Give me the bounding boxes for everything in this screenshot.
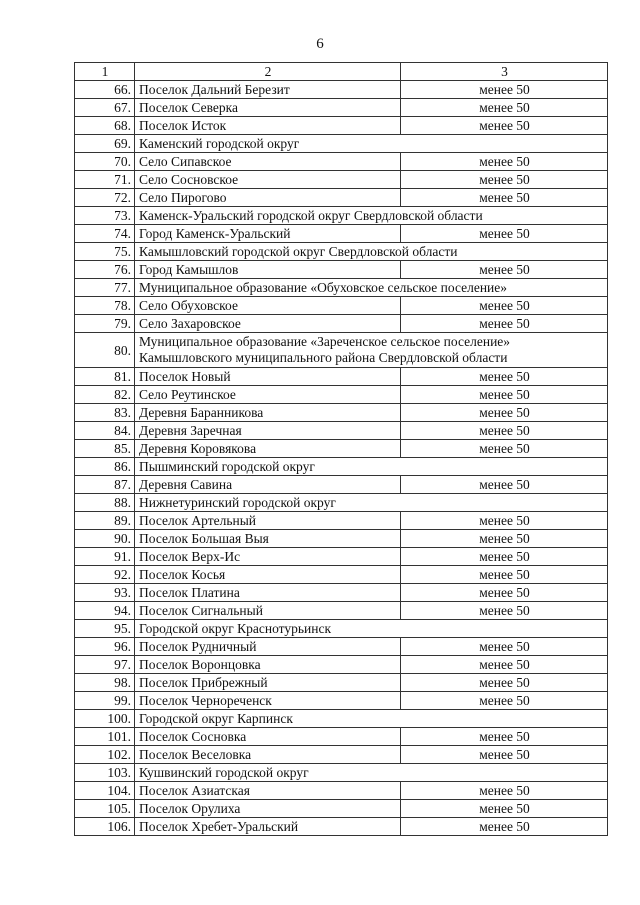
settlement-name: Поселок Веселовка bbox=[135, 746, 401, 764]
row-number: 80. bbox=[75, 333, 135, 368]
table-header-row bbox=[75, 63, 608, 81]
table-row bbox=[75, 620, 608, 638]
population-value: менее 50 bbox=[401, 315, 608, 333]
population-value: менее 50 bbox=[401, 368, 608, 386]
population-value: менее 50 bbox=[401, 782, 608, 800]
population-value: менее 50 bbox=[401, 386, 608, 404]
settlement-name: Поселок Хребет-Уральский bbox=[135, 818, 401, 836]
settlement-name: Село Пирогово bbox=[135, 189, 401, 207]
population-value: менее 50 bbox=[401, 297, 608, 315]
municipality-name: Камышловский городской округ Свердловской области bbox=[135, 243, 608, 261]
row-number: 90. bbox=[75, 530, 135, 548]
population-value: менее 50 bbox=[401, 656, 608, 674]
settlement-name: Село Сосновское bbox=[135, 171, 401, 189]
settlement-name: Поселок Косья bbox=[135, 566, 401, 584]
row-number: 87. bbox=[75, 476, 135, 494]
population-value: менее 50 bbox=[401, 530, 608, 548]
row-number: 68. bbox=[75, 117, 135, 135]
row-number: 78. bbox=[75, 297, 135, 315]
table-row bbox=[75, 81, 608, 99]
row-number: 85. bbox=[75, 440, 135, 458]
table-row bbox=[75, 386, 608, 404]
table-row bbox=[75, 440, 608, 458]
table-row bbox=[75, 764, 608, 782]
table-row bbox=[75, 746, 608, 764]
row-number: 79. bbox=[75, 315, 135, 333]
settlement-name: Поселок Артельный bbox=[135, 512, 401, 530]
row-number: 89. bbox=[75, 512, 135, 530]
settlement-name: Поселок Чернореченск bbox=[135, 692, 401, 710]
row-number: 70. bbox=[75, 153, 135, 171]
population-value: менее 50 bbox=[401, 746, 608, 764]
table-row bbox=[75, 656, 608, 674]
column-header-2: 2 bbox=[135, 63, 401, 81]
population-value: менее 50 bbox=[401, 800, 608, 818]
row-number: 67. bbox=[75, 99, 135, 117]
population-value: менее 50 bbox=[401, 99, 608, 117]
row-number: 69. bbox=[75, 135, 135, 153]
population-value: менее 50 bbox=[401, 171, 608, 189]
settlement-name: Деревня Заречная bbox=[135, 422, 401, 440]
row-number: 103. bbox=[75, 764, 135, 782]
row-number: 81. bbox=[75, 368, 135, 386]
population-value: менее 50 bbox=[401, 512, 608, 530]
population-value: менее 50 bbox=[401, 584, 608, 602]
population-value: менее 50 bbox=[401, 548, 608, 566]
table-row bbox=[75, 135, 608, 153]
settlement-name: Деревня Баранникова bbox=[135, 404, 401, 422]
settlement-name: Город Камышлов bbox=[135, 261, 401, 279]
table-row bbox=[75, 333, 608, 368]
settlement-name: Село Реутинское bbox=[135, 386, 401, 404]
settlement-name: Поселок Сигнальный bbox=[135, 602, 401, 620]
table-row bbox=[75, 404, 608, 422]
table-row bbox=[75, 494, 608, 512]
table-row bbox=[75, 782, 608, 800]
table-row bbox=[75, 368, 608, 386]
row-number: 91. bbox=[75, 548, 135, 566]
table-row bbox=[75, 315, 608, 333]
row-number: 101. bbox=[75, 728, 135, 746]
settlement-name: Поселок Сосновка bbox=[135, 728, 401, 746]
table-row bbox=[75, 800, 608, 818]
population-value: менее 50 bbox=[401, 81, 608, 99]
row-number: 105. bbox=[75, 800, 135, 818]
municipality-name: Кушвинский городской округ bbox=[135, 764, 608, 782]
table-row bbox=[75, 566, 608, 584]
row-number: 75. bbox=[75, 243, 135, 261]
settlement-name: Поселок Рудничный bbox=[135, 638, 401, 656]
row-number: 104. bbox=[75, 782, 135, 800]
population-value: менее 50 bbox=[401, 818, 608, 836]
row-number: 102. bbox=[75, 746, 135, 764]
population-value: менее 50 bbox=[401, 566, 608, 584]
municipality-name: Городской округ Карпинск bbox=[135, 710, 608, 728]
settlement-name: Поселок Верх-Ис bbox=[135, 548, 401, 566]
table-row bbox=[75, 153, 608, 171]
population-value: менее 50 bbox=[401, 225, 608, 243]
row-number: 98. bbox=[75, 674, 135, 692]
table-row bbox=[75, 189, 608, 207]
row-number: 94. bbox=[75, 602, 135, 620]
population-value: менее 50 bbox=[401, 117, 608, 135]
row-number: 76. bbox=[75, 261, 135, 279]
column-header-1: 1 bbox=[75, 63, 135, 81]
row-number: 73. bbox=[75, 207, 135, 225]
population-value: менее 50 bbox=[401, 692, 608, 710]
table-row bbox=[75, 261, 608, 279]
settlement-name: Город Каменск-Уральский bbox=[135, 225, 401, 243]
population-value: менее 50 bbox=[401, 440, 608, 458]
row-number: 84. bbox=[75, 422, 135, 440]
population-value: менее 50 bbox=[401, 728, 608, 746]
settlement-name: Поселок Исток bbox=[135, 117, 401, 135]
settlement-name: Поселок Большая Выя bbox=[135, 530, 401, 548]
population-value: менее 50 bbox=[401, 422, 608, 440]
row-number: 96. bbox=[75, 638, 135, 656]
settlement-name: Поселок Дальний Березит bbox=[135, 81, 401, 99]
row-number: 93. bbox=[75, 584, 135, 602]
column-header-3: 3 bbox=[401, 63, 608, 81]
settlement-name: Деревня Коровякова bbox=[135, 440, 401, 458]
population-value: менее 50 bbox=[401, 674, 608, 692]
table-row bbox=[75, 818, 608, 836]
page-number: 6 bbox=[316, 36, 324, 52]
settlement-name: Село Обуховское bbox=[135, 297, 401, 315]
table-row bbox=[75, 710, 608, 728]
table-row bbox=[75, 530, 608, 548]
table-row bbox=[75, 674, 608, 692]
table-row bbox=[75, 458, 608, 476]
row-number: 74. bbox=[75, 225, 135, 243]
settlement-name: Село Захаровское bbox=[135, 315, 401, 333]
table-row bbox=[75, 171, 608, 189]
row-number: 83. bbox=[75, 404, 135, 422]
municipality-name: Каменский городской округ bbox=[135, 135, 608, 153]
municipality-name: Муниципальное образование «Зареченское сельское поселение» Камышловского муниципального района Свердловской области bbox=[135, 333, 608, 368]
table-row bbox=[75, 692, 608, 710]
table-row bbox=[75, 207, 608, 225]
table-row bbox=[75, 297, 608, 315]
population-value: менее 50 bbox=[401, 261, 608, 279]
municipality-name: Муниципальное образование «Обуховское сельское поселение» bbox=[135, 279, 608, 297]
table-row bbox=[75, 476, 608, 494]
settlement-name: Поселок Северка bbox=[135, 99, 401, 117]
row-number: 99. bbox=[75, 692, 135, 710]
row-number: 82. bbox=[75, 386, 135, 404]
row-number: 97. bbox=[75, 656, 135, 674]
settlement-name: Деревня Савина bbox=[135, 476, 401, 494]
row-number: 95. bbox=[75, 620, 135, 638]
row-number: 106. bbox=[75, 818, 135, 836]
municipality-name: Городской округ Краснотурьинск bbox=[135, 620, 608, 638]
settlement-name: Поселок Новый bbox=[135, 368, 401, 386]
population-value: менее 50 bbox=[401, 404, 608, 422]
table-row bbox=[75, 638, 608, 656]
table-row bbox=[75, 117, 608, 135]
row-number: 71. bbox=[75, 171, 135, 189]
settlement-name: Поселок Азиатская bbox=[135, 782, 401, 800]
population-value: менее 50 bbox=[401, 638, 608, 656]
table-row bbox=[75, 422, 608, 440]
table-row bbox=[75, 548, 608, 566]
settlement-name: Поселок Платина bbox=[135, 584, 401, 602]
row-number: 72. bbox=[75, 189, 135, 207]
table-row bbox=[75, 512, 608, 530]
settlement-name: Село Сипавское bbox=[135, 153, 401, 171]
row-number: 88. bbox=[75, 494, 135, 512]
table-row bbox=[75, 279, 608, 297]
settlement-name: Поселок Прибрежный bbox=[135, 674, 401, 692]
settlement-name: Поселок Воронцовка bbox=[135, 656, 401, 674]
population-value: менее 50 bbox=[401, 153, 608, 171]
settlement-name: Поселок Орулиха bbox=[135, 800, 401, 818]
population-value: менее 50 bbox=[401, 602, 608, 620]
table-row bbox=[75, 728, 608, 746]
row-number: 66. bbox=[75, 81, 135, 99]
table-row bbox=[75, 243, 608, 261]
table-row bbox=[75, 225, 608, 243]
municipality-name: Пышминский городской округ bbox=[135, 458, 608, 476]
table-row bbox=[75, 584, 608, 602]
population-value: менее 50 bbox=[401, 189, 608, 207]
municipality-name: Каменск-Уральский городской округ Свердловской области bbox=[135, 207, 608, 225]
table-body bbox=[75, 81, 608, 836]
municipality-name: Нижнетуринский городской округ bbox=[135, 494, 608, 512]
row-number: 77. bbox=[75, 279, 135, 297]
table-row bbox=[75, 602, 608, 620]
settlements-table bbox=[74, 62, 608, 836]
table-row bbox=[75, 99, 608, 117]
row-number: 86. bbox=[75, 458, 135, 476]
row-number: 92. bbox=[75, 566, 135, 584]
row-number: 100. bbox=[75, 710, 135, 728]
population-value: менее 50 bbox=[401, 476, 608, 494]
